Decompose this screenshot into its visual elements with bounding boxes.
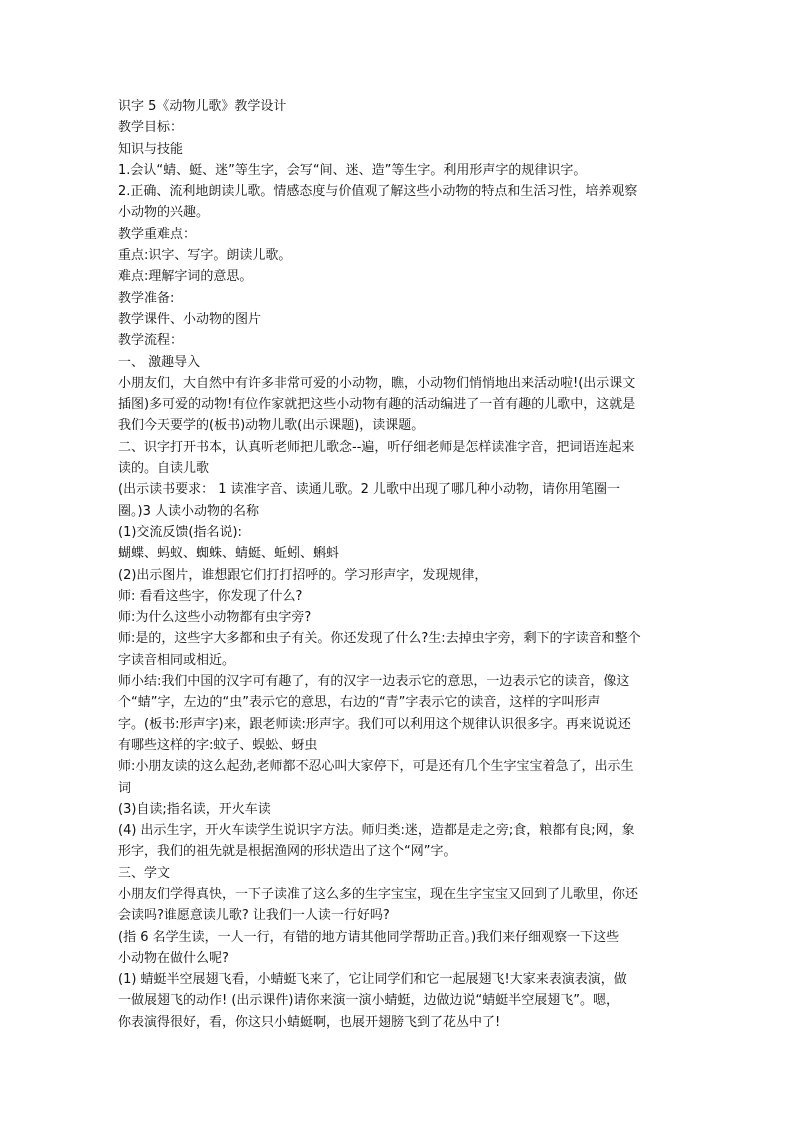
text-line: 会读吗?谁愿意读儿歌? 让我们一人读一行好吗?	[118, 908, 390, 924]
text-line: 教学目标：	[118, 120, 184, 136]
text-line: (4) 出示生字，开火车读学生说识字方法。师归类:迷，造都是走之旁;食，粮都有良;网，象	[118, 823, 635, 839]
text-line: 小朋友们学得真快，一下子读准了这么多的生字宝宝，现在生字宝宝又回到了儿歌里，你还	[118, 886, 639, 902]
text-line: 教学流程：	[118, 333, 184, 349]
text-line: 三、学文	[118, 865, 171, 881]
text-line: 我们今天要学的(板书)动物儿歌(出示课题)，读课题。	[118, 418, 425, 434]
text-line: (出示读书要求： 1 读准字音、读通儿歌。2 儿歌中出现了哪几种小动物，请你用笔圈一	[118, 482, 621, 498]
text-line: 2.正确、流利地朗读儿歌。情感态度与价值观了解这些小动物的特点和生活习性，培养观察	[118, 184, 638, 200]
text-line: 小动物的兴趣。	[118, 205, 210, 221]
text-line: 重点:识字、写字。朗读儿歌。	[118, 248, 292, 264]
text-line: 字。(板书:形声字)来，跟老师读:形声字。我们可以利用这个规律认识很多字。再来说说还	[118, 716, 631, 732]
document-body	[118, 96, 678, 1033]
text-line: 读的。自读儿歌	[118, 461, 210, 477]
text-line: 师:为什么这些小动物都有虫字旁?	[118, 610, 312, 626]
text-line: 1.会认“蜻、蜓、迷”等生字，会写“间、迷、造”等生字。利用形声字的规律识字。	[118, 162, 587, 178]
text-line: 圈。)3 人读小动物的名称	[118, 503, 259, 519]
text-line: 小动物在做什么呢?	[118, 950, 229, 966]
text-line: 教学准备:	[118, 290, 175, 306]
text-line: 一、 激趣导入	[118, 354, 201, 370]
text-line: 师: 看看这些字，你发现了什么?	[118, 588, 303, 604]
text-line: 小朋友们，大自然中有许多非常可爱的小动物，瞧，小动物们悄悄地出来活动啦!(出示课文	[118, 375, 636, 391]
text-line: (2)出示图片，谁想跟它们打打招呼的。学习形声字，发现规律，	[118, 567, 488, 583]
text-line: 有哪些这样的字:蚊子、蜈蚣、蚜虫	[118, 737, 318, 753]
text-line: 师小结:我们中国的汉字可有趣了，有的汉字一边表示它的意思，一边表示它的读音，像这	[118, 674, 630, 690]
text-line: (1) 蜻蜓半空展翅飞看，小蜻蜓飞来了，它让同学们和它一起展翅飞!大家来表演表演，做	[118, 972, 627, 988]
text-line: 一做展翅飞的动作! (出示课件)请你来演一演小蜻蜓，边做边说“蜻蜓半空展翅飞”。嗯，	[118, 993, 619, 1009]
text-line: 教学重难点：	[118, 226, 197, 242]
text-line: 形字，我们的祖先就是根据渔网的形状造出了这个“网”字。	[118, 844, 457, 860]
text-line: 你表演得很好，看，你这只小蜻蜓啊，也展开翅膀飞到了花丛中了!	[118, 1014, 501, 1030]
text-line: (3)自读;指名读，开火车读	[118, 801, 271, 817]
text-line: (指 6 名学生读，一人一行，有错的地方请其他同学帮助正音。)我们来仔细观察一下这些	[118, 929, 620, 945]
text-line: 师:小朋友读的这么起劲,老师都不忍心叫大家停下，可是还有几个生字宝宝着急了，出示生	[118, 759, 634, 775]
text-line: 师:是的，这些字大多都和虫子有关。你还发现了什么?生:去掉虫字旁，剩下的字读音和整个	[118, 631, 641, 647]
text-line: 字读音相同或相近。	[118, 652, 236, 668]
text-line: 教学课件、小动物的图片	[118, 311, 262, 327]
text-line: 词	[118, 780, 132, 796]
text-line: 识字 5《动物儿歌》教学设计	[118, 99, 287, 114]
text-line: (1)交流反馈(指名说):	[118, 524, 242, 540]
text-line: 难点:理解字词的意思。	[118, 269, 253, 285]
text-line: 知识与技能	[118, 141, 184, 157]
text-line: 插图)多可爱的动物!有位作家就把这些小动物有趣的活动编进了一首有趣的儿歌中，这就是	[118, 397, 636, 413]
text-line: 二、识字打开书本，认真听老师把儿歌念--遍，听仔细老师是怎样读准字音，把词语连起来	[118, 439, 635, 455]
text-line: 个“蜻”字，左边的“虫”表示它的意思，右边的“青”字表示它的读音，这样的字叫形声	[118, 695, 601, 711]
text-line: 蝴蝶、蚂蚁、蜘蛛、蜻蜓、蚯蚓、蝌蚪	[118, 546, 340, 562]
